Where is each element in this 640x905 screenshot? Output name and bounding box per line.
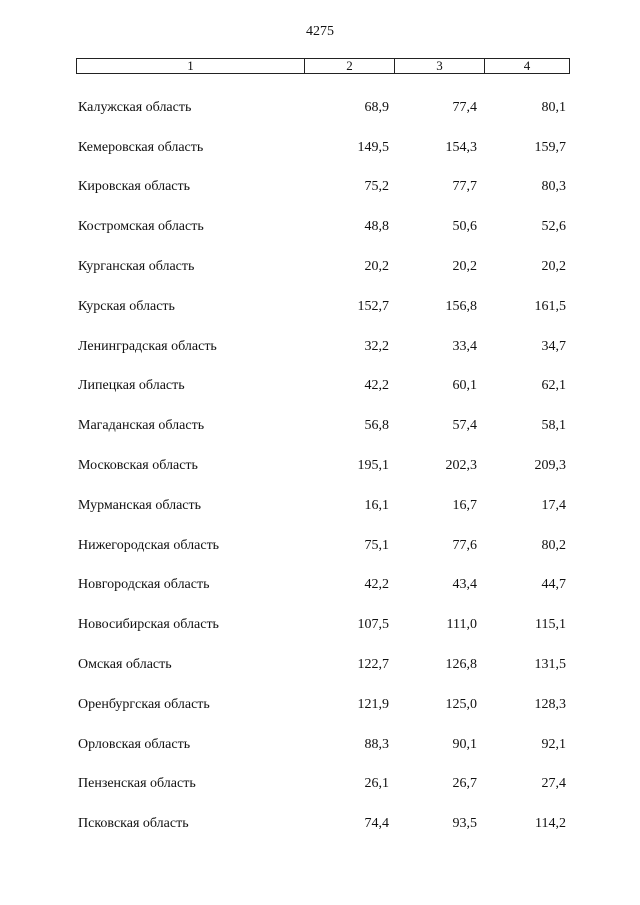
value-cell-col4: 80,1: [541, 99, 566, 115]
value-cell-col3: 33,4: [452, 338, 477, 354]
value-cell-col2: 88,3: [364, 736, 389, 752]
value-cell-col4: 20,2: [541, 259, 566, 275]
value-cell-col3: 156,8: [445, 298, 477, 314]
table-row: [76, 168, 570, 208]
region-name-cell: Магаданская область: [78, 418, 205, 434]
value-cell-col3: 77,7: [452, 179, 477, 195]
value-cell-col2: 152,7: [357, 298, 389, 314]
value-cell-col2: 75,1: [364, 537, 389, 553]
table-row: [76, 88, 570, 128]
value-cell-col2: 48,8: [364, 219, 389, 235]
value-cell-col2: 107,5: [357, 617, 389, 633]
region-name-cell: Оренбургская область: [78, 696, 210, 712]
value-cell-col3: 77,6: [452, 537, 477, 553]
value-cell-col2: 42,2: [364, 378, 389, 394]
value-cell-col4: 114,2: [535, 816, 566, 832]
table-row: [76, 605, 570, 645]
value-cell-col3: 43,4: [452, 577, 477, 593]
value-cell-col3: 57,4: [452, 418, 477, 434]
table-row: [76, 406, 570, 446]
value-cell-col4: 92,1: [541, 736, 566, 752]
region-name-cell: Кировская область: [78, 179, 191, 195]
table-row: [76, 287, 570, 327]
region-name-cell: Пензенская область: [78, 776, 196, 792]
value-cell-col4: 161,5: [534, 298, 566, 314]
value-cell-col4: 52,6: [541, 219, 566, 235]
value-cell-col4: 34,7: [541, 338, 566, 354]
value-cell-col2: 75,2: [364, 179, 389, 195]
table-row: [76, 645, 570, 685]
table-row: [76, 367, 570, 407]
value-cell-col4: 159,7: [534, 139, 566, 155]
value-cell-col2: 42,2: [364, 577, 389, 593]
value-cell-col2: 68,9: [364, 99, 389, 115]
table-row: [76, 725, 570, 765]
table-row: [76, 526, 570, 566]
column-header-3: 3: [394, 59, 484, 73]
table-row: [76, 804, 570, 844]
table-row: [76, 566, 570, 606]
table-row: [76, 486, 570, 526]
region-name-cell: Курганская область: [78, 259, 195, 275]
page-number: 4275: [306, 24, 334, 39]
value-cell-col3: 16,7: [452, 497, 477, 513]
region-name-cell: Новгородская область: [78, 577, 210, 593]
region-name-cell: Московская область: [78, 458, 198, 474]
value-cell-col2: 32,2: [364, 338, 389, 354]
column-header-2: 2: [304, 59, 394, 73]
value-cell-col4: 80,3: [541, 179, 566, 195]
region-name-cell: Псковская область: [78, 816, 189, 832]
value-cell-col3: 125,0: [445, 696, 477, 712]
value-cell-col4: 62,1: [541, 378, 566, 394]
region-name-cell: Липецкая область: [78, 378, 185, 394]
region-name-cell: Костромская область: [78, 219, 204, 235]
region-name-cell: Мурманская область: [78, 497, 202, 513]
value-cell-col3: 90,1: [452, 736, 477, 752]
table-row: [76, 446, 570, 486]
region-name-cell: Калужская область: [78, 99, 192, 115]
value-cell-col4: 58,1: [541, 418, 566, 434]
region-name-cell: Кемеровская область: [78, 139, 204, 155]
value-cell-col3: 154,3: [445, 139, 477, 155]
value-cell-col2: 56,8: [364, 418, 389, 434]
region-name-cell: Ленинградская область: [78, 338, 217, 354]
value-cell-col3: 26,7: [452, 776, 477, 792]
table-row: [76, 247, 570, 287]
value-cell-col2: 122,7: [357, 657, 389, 673]
value-cell-col2: 20,2: [364, 259, 389, 275]
value-cell-col3: 126,8: [445, 657, 477, 673]
value-cell-col2: 195,1: [357, 458, 389, 474]
value-cell-col3: 202,3: [445, 458, 477, 474]
value-cell-col3: 60,1: [452, 378, 477, 394]
region-name-cell: Новосибирская область: [78, 617, 219, 633]
region-name-cell: Омская область: [78, 657, 172, 673]
value-cell-col4: 80,2: [541, 537, 566, 553]
table-row: [76, 128, 570, 168]
value-cell-col2: 26,1: [364, 776, 389, 792]
column-header-4: 4: [484, 59, 569, 73]
region-name-cell: Нижегородская область: [78, 537, 220, 553]
value-cell-col3: 20,2: [452, 259, 477, 275]
value-cell-col4: 115,1: [535, 617, 566, 633]
table-body: [76, 88, 570, 844]
value-cell-col2: 74,4: [364, 816, 389, 832]
value-cell-col4: 17,4: [541, 497, 566, 513]
value-cell-col2: 16,1: [364, 497, 389, 513]
table-row: [76, 765, 570, 805]
value-cell-col4: 27,4: [541, 776, 566, 792]
value-cell-col3: 93,5: [452, 816, 477, 832]
value-cell-col3: 50,6: [452, 219, 477, 235]
value-cell-col4: 44,7: [541, 577, 566, 593]
value-cell-col4: 128,3: [534, 696, 566, 712]
value-cell-col4: 131,5: [534, 657, 566, 673]
value-cell-col2: 149,5: [357, 139, 389, 155]
value-cell-col3: 77,4: [452, 99, 477, 115]
value-cell-col4: 209,3: [534, 458, 566, 474]
region-name-cell: Орловская область: [78, 736, 191, 752]
table-row: [76, 207, 570, 247]
table-row: [76, 685, 570, 725]
value-cell-col2: 121,9: [357, 696, 389, 712]
region-name-cell: Курская область: [78, 298, 175, 314]
table-row: [76, 327, 570, 367]
table-header: [76, 58, 570, 74]
column-header-1: 1: [187, 58, 194, 73]
value-cell-col3: 111,0: [446, 617, 477, 633]
